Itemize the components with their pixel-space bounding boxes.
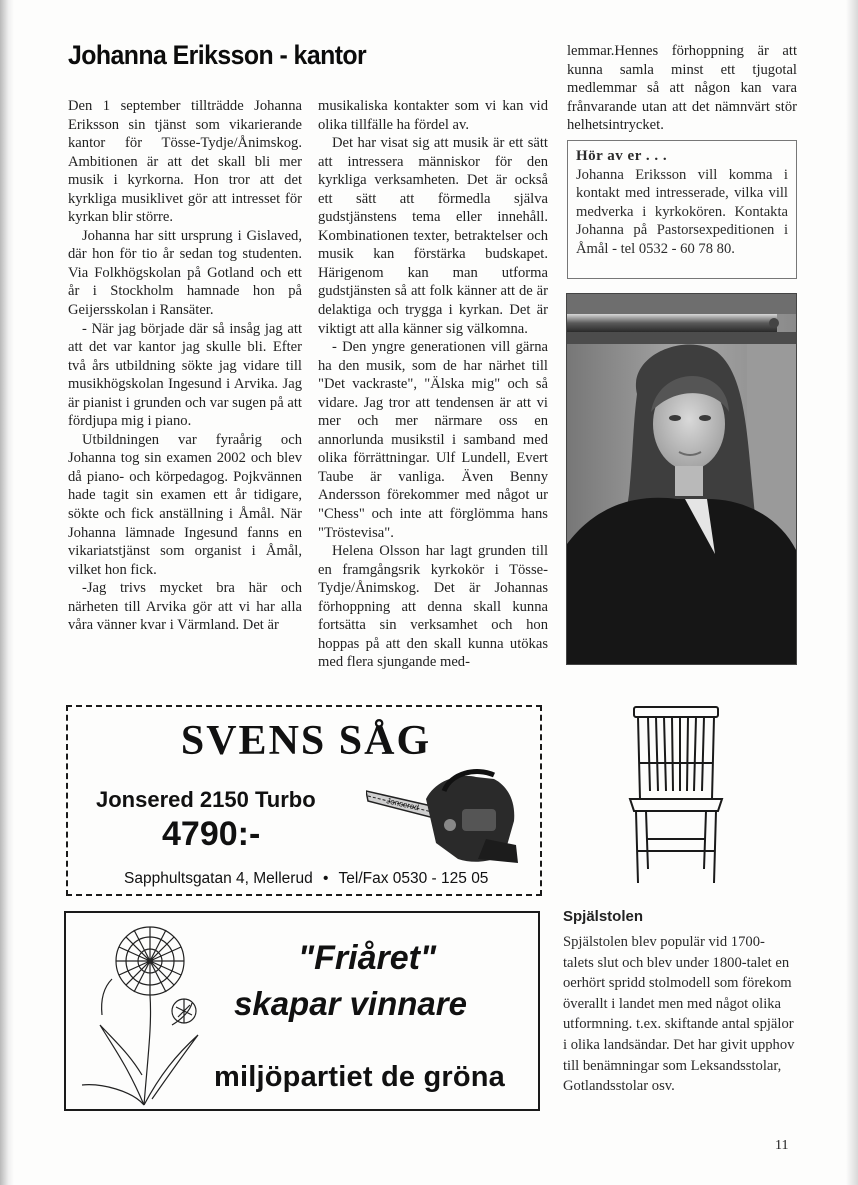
- article-paragraph: musikaliska kontakter som vi kan vid olika tillfälle ha fördel av.: [318, 98, 548, 133]
- ad-campaign-name: "Friåret": [298, 939, 437, 977]
- article-column-2: [318, 97, 548, 672]
- ad-product-model: Jonsered 2150 Turbo: [96, 787, 316, 812]
- page-number: 11: [775, 1138, 789, 1153]
- chainsaw-icon: [366, 769, 526, 869]
- chair-drawing: [622, 703, 732, 894]
- article-paragraph: -Jag trivs mycket bra här och närheten till Arvika gör att vi har alla våra vänner kvar i Värmland. Det är: [68, 580, 302, 634]
- chainsaw-illustration: [366, 769, 526, 874]
- ad-price: 4790:-: [162, 815, 261, 853]
- ad-phone: Tel/Fax 0530 - 125 05: [338, 870, 489, 887]
- friaret-ad: [64, 911, 540, 1111]
- article-paragraph: - Den yngre generationen vill gärna ha den musik, som de har närhet till "Det vackraste", "Älska mig" och så vidare. Jag tror att tendensen är att vi mer och mer närmare oss en annorlunda musikstil i samband med olika förrättningar. Ulf Lundell, Evert Taube är vanliga. Även Benny Andersson förekommer med något ur "Chess" och inte att förglömma hans "Tröstevisa".: [318, 339, 548, 541]
- chair-article-title: Spjälstolen: [563, 908, 644, 925]
- chair-icon: [622, 703, 732, 889]
- article-paragraph: - När jag började där så insåg jag att att det var kantor jag skulle bli. Efter två års utbildning sökte jag vidare till musikhögskolan Ingesund i Arvika. Jag är pianist i grunden och var sugen på att fördjupa mig i piano.: [68, 320, 302, 430]
- dandelion-icon: [72, 915, 212, 1111]
- svens-sag-ad: [66, 705, 542, 896]
- article-paragraph: Den 1 september tillträdde Johanna Eriksson sin tjänst som vikarierande kantor för Tösse-Tydje/Ånimskog. Ambitionen är att det skall bli mer musik i kyrkorna. Hon tror att det kyrkliga musiklivet gör att intresset för kyrkan blir större.: [68, 98, 302, 226]
- article-paragraph: Utbildningen var fyraårig och Johanna tog sin examen 2002 och blev då piano- och körpedagog. Pojkvännen hade tagit sin examen ett år tidigare, sökte och fick anställning i Åmål. När Johanna lämnade Ingesund fanns en vikariatstjänst som organist i Åmål, vilket hon fick.: [68, 431, 302, 578]
- article-column-3: [567, 42, 797, 135]
- ad-brand: SVENS SÅG: [180, 718, 432, 764]
- ad-bullet: •: [323, 870, 329, 887]
- ad-address: Sapphultsgatan 4, Mellerud: [124, 870, 313, 887]
- article-column-1: [68, 97, 302, 635]
- dandelion-illustration: [72, 915, 212, 1116]
- contact-info-box: [567, 140, 797, 279]
- ad-party-logo-text: miljöpartiet de gröna: [214, 1061, 506, 1093]
- article-paragraph: Johanna har sitt ursprung i Gislaved, där hon för tio år sedan tog studenten. Via Folkhögskolan på Gotland och ett år i Stockholm hamnade hon på Geijersskolan i Ransäter.: [68, 227, 302, 319]
- portrait-photo: [566, 293, 797, 665]
- chair-article-text: Spjälstolen blev populär vid 1700-talets slut och blev under 1800-talet en oerhört spridd stolmodell som förekom överallt i landet men med något olika utformning. t.ex. skiftande antal spjälor i olika landsändar. Det har givit upphov till benämningar som Leksandsstolar, Gotlandsstolar osv.: [563, 934, 795, 1095]
- article-paragraph: Det har visat sig att musik är ett sätt att intressera människor för den kyrkliga verksamheten. Det är också ett sätt att förmedla själva gudstjänstens tema eller innehåll. Kombinationen texter, betraktelser och musik kan förstärka budskapet. Härigenom kan man utforma gudstjänsten så att folk känner att de är delaktiga och trygga i kyrkan. Det är viktigt att alla känner sig välkomna.: [318, 135, 548, 337]
- article-title: Johanna Eriksson - kantor: [68, 40, 367, 70]
- ad-slogan: skapar vinnare: [234, 985, 467, 1022]
- article-paragraph: Helena Olsson har lagt grunden till en framgångsrik kyrkokör i Tösse-Tydje/Ånimskog. Det är Johannas förhoppning att denna skall kunna fortsätta sin verksamhet och hon hoppas på att den skall kunna utökas med flera sjungande med-: [318, 543, 548, 671]
- article-paragraph: lemmar.Hennes förhoppning är att kunna samla minst ett tjugotal medlemmar så att någon kan vara frånvarande utan att det nämnvärt stör helhetsintrycket.: [567, 43, 797, 134]
- info-box-heading: Hör av er . . .: [576, 148, 668, 164]
- info-box-body: Johanna Eriksson vill komma i kontakt med intresserade, vilka vill medverka i kyrkokören. Kontakta Johanna på Pastorsexpeditionen i Åmål - tel 0532 - 60 78 80.: [576, 166, 788, 257]
- ad-contact-line: [124, 870, 488, 888]
- saw-brand-label: Jonsered: [385, 796, 420, 813]
- portrait-photo-image: [567, 294, 797, 665]
- page-edge-shadow: [846, 0, 858, 1185]
- page-gutter-shadow: [0, 0, 14, 1185]
